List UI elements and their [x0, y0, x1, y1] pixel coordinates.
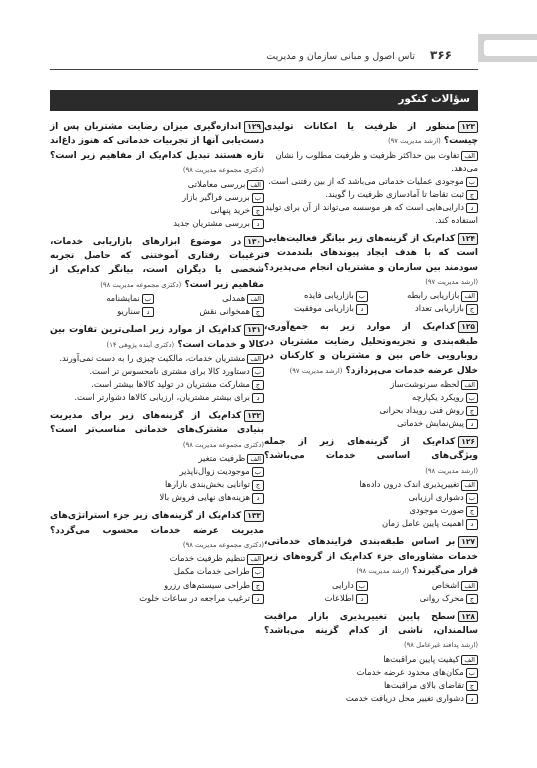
answer-option[interactable] — [50, 365, 264, 378]
answer-option[interactable] — [264, 378, 478, 391]
option-letter: الف — [461, 380, 478, 390]
question-number: ۱۲۷ — [458, 536, 478, 548]
option-letter: ب — [252, 467, 264, 477]
answer-options — [50, 352, 264, 404]
answer-option[interactable] — [264, 417, 478, 430]
option-letter: د — [252, 493, 264, 503]
question-item — [50, 120, 264, 230]
header-rule — [50, 69, 478, 70]
option-text: طراحی سیستم‌های رزرو — [164, 579, 250, 590]
question-number: ۱۲۸ — [458, 611, 478, 623]
question-body: سطح پایین تغییرپذیری بازار مراقبت سالمندان، ناشی از کدام گزینه می‌باشد؟ — [264, 611, 478, 636]
question-body: منظور از ظرفیت یا امکانات تولیدی چیست؟ — [264, 122, 478, 147]
question-number: ۱۳۲ — [244, 410, 264, 422]
option-letter: ج — [466, 304, 478, 314]
option-letter: ب — [466, 493, 478, 503]
option-text: مکان‌های محدود عرضه خدمات — [356, 666, 464, 677]
answer-option[interactable] — [50, 178, 264, 191]
option-letter: ج — [252, 581, 264, 591]
question-source: (ارشد مدیریت ۹۷) — [425, 278, 478, 287]
option-letter: الف — [461, 480, 478, 490]
option-letter: ج — [466, 190, 478, 200]
question-body: کدام‌یک از موارد زیر به جمع‌آوری، طبقه‌بندی و تجزیه‌وتحلیل رضایت مشتریان در روبارویی خاص بین و مشتریان و کارکنان در خلال عرضه خدمات می‌پردازد؟ — [264, 322, 478, 376]
question-item — [264, 435, 478, 530]
option-letter: ج — [252, 380, 264, 390]
option-letter: الف — [461, 151, 478, 161]
option-text: تغییرپذیری اندک درون داده‌ها — [359, 479, 460, 490]
option-letter: الف — [461, 581, 478, 591]
option-text: همخوانی نقش — [199, 306, 250, 317]
question-item — [264, 120, 478, 227]
question-text — [264, 435, 478, 478]
question-body: در موضوع ابزارهای بازاریابی خدمات، ترغیبات رفتاری آموختنی که حاصل تجربه شخصی یا دیگران است، بیانگر کدام‌یک از مفاهیم زیر است؟ — [50, 236, 264, 290]
option-letter: د — [142, 307, 154, 317]
answer-options — [50, 178, 264, 230]
answer-option[interactable] — [50, 305, 154, 318]
option-letter: ج — [252, 206, 264, 216]
answer-option[interactable] — [264, 579, 368, 592]
option-text: تفاوت بین حداکثر ظرفیت و ظرفیت مطلوب را نشان می‌دهد. — [275, 149, 478, 173]
option-letter: د — [356, 304, 368, 314]
option-text: توانایی بخش‌بندی بازارها — [165, 479, 250, 490]
option-text: ظرفیت متغیر — [198, 453, 246, 464]
option-text: دستاورد کالا برای مشتری نامحسوس تر است. — [89, 366, 250, 377]
option-letter: الف — [247, 454, 264, 464]
option-letter: د — [466, 419, 478, 429]
running-title: تاس اصول و مبانی سازمان و مدیریت — [266, 51, 415, 62]
answer-options — [264, 149, 478, 227]
section-title: سؤالات کنکور — [398, 93, 470, 105]
option-letter: ج — [252, 307, 264, 317]
question-number: ۱۳۳ — [244, 510, 264, 522]
answer-option[interactable] — [264, 289, 368, 302]
question-text — [264, 320, 478, 378]
question-source: (ارشد مدیریت ۹۸) — [425, 466, 478, 475]
option-text: همدلی — [222, 293, 246, 304]
question-number: ۱۲۹ — [244, 121, 264, 133]
question-body: اندازه‌گیری میزان رضایت مشتریان پس از دست‌یابی آنها از تجربیات خدماتی که هنوز داغ‌اند تازه هستند تبدیل کدام‌یک از مفاهیم زیر است؟ — [50, 122, 264, 161]
question-item — [50, 509, 264, 604]
option-text: بررسی فراگیر بازار — [182, 191, 250, 202]
option-text: ترغیب مراجعه در ساعات خلوت — [139, 592, 250, 603]
option-text: بازاریابی موفقیت — [294, 303, 354, 314]
answer-option[interactable] — [264, 404, 478, 417]
answer-option[interactable] — [264, 302, 368, 315]
option-text: موجودیت زوال‌ناپذیر — [179, 466, 250, 477]
option-letter: الف — [461, 655, 478, 665]
option-letter: الف — [247, 554, 264, 564]
answer-option[interactable] — [374, 579, 478, 592]
page-header — [0, 0, 537, 80]
option-text: بازاریابی رابطه — [407, 290, 460, 301]
question-text — [50, 235, 264, 293]
answer-option[interactable] — [50, 391, 264, 404]
option-letter: د — [466, 203, 478, 213]
question-item — [264, 610, 478, 705]
answer-options — [264, 378, 478, 430]
answer-option[interactable] — [264, 653, 478, 666]
option-text: سناریو — [117, 306, 140, 317]
option-text: اطلاعات — [324, 592, 354, 603]
option-letter: ب — [356, 291, 368, 301]
option-text: پیش‌نمایش خدماتی — [397, 418, 464, 429]
option-letter: د — [356, 594, 368, 604]
option-letter: الف — [247, 294, 264, 304]
page-tab-notch — [484, 40, 537, 56]
question-source: (دکتری مجموعه مدیریت ۹۸) — [182, 440, 264, 449]
answer-option[interactable] — [50, 191, 264, 204]
answer-options — [264, 579, 478, 605]
answer-option[interactable] — [160, 292, 264, 305]
question-text — [50, 323, 264, 352]
question-item — [264, 232, 478, 316]
answer-option[interactable] — [50, 579, 264, 592]
option-text: برای بیشتر مشتریان، ارزیابی کالاها دشوارتر است. — [74, 392, 250, 403]
answer-option[interactable] — [264, 517, 478, 530]
option-letter: ب — [252, 367, 264, 377]
option-text: طراحی خدمات مکمل — [173, 566, 250, 577]
option-text: لحظه سرنوشت‌ساز — [390, 379, 460, 390]
option-letter: ب — [466, 393, 478, 403]
page-number: ۳۶۶ — [430, 48, 452, 62]
question-text — [264, 535, 478, 578]
option-text: صورت موجودی — [409, 505, 464, 516]
option-text: کیفیت پایین مراقبت‌ها — [383, 653, 460, 664]
answer-options — [50, 452, 264, 504]
question-item — [50, 323, 264, 404]
question-item — [264, 535, 478, 604]
question-number: ۱۲۳ — [458, 121, 478, 133]
option-text: دارایی‌هایی است که هر موسسه می‌تواند از آن برای تولید استفاده کند. — [265, 201, 478, 225]
option-letter: الف — [461, 291, 478, 301]
question-text — [50, 120, 264, 178]
option-text: محرک روانی — [419, 592, 464, 603]
answer-options — [50, 552, 264, 604]
option-letter: الف — [247, 354, 264, 364]
option-text: موجودی عملیات خدماتی می‌باشد که از بین رفتنی است. — [268, 175, 464, 186]
answer-options — [264, 289, 478, 315]
option-text: مشارکت مشتریان در تولید کالاها بیشتر است. — [91, 379, 250, 390]
question-number: ۱۲۶ — [458, 436, 478, 448]
left-column — [50, 120, 264, 610]
question-text — [264, 610, 478, 653]
answer-option[interactable] — [50, 217, 264, 230]
answer-option[interactable] — [50, 378, 264, 391]
question-source: (دکتری آینده پژوهی ۱۴) — [106, 340, 175, 349]
question-text — [50, 409, 264, 452]
option-text: دشواری ارزیابی — [408, 492, 464, 503]
option-letter: ب — [356, 581, 368, 591]
answer-option[interactable] — [374, 289, 478, 302]
answer-option[interactable] — [264, 188, 478, 201]
option-text: بازاریابی فایده — [303, 290, 354, 301]
option-text: دارایی — [332, 579, 354, 590]
answer-option[interactable] — [160, 305, 264, 318]
option-text: اشخاص — [431, 579, 460, 590]
answer-option[interactable] — [50, 478, 264, 491]
question-body: کدام‌یک از گزینه‌های زیر جزء استراتژی‌های مدیریت عرضه خدمات محسوب می‌گردد؟ — [50, 511, 264, 536]
option-letter: د — [252, 594, 264, 604]
question-number: ۱۲۴ — [458, 233, 478, 245]
answer-option[interactable] — [50, 552, 264, 565]
option-letter: ب — [252, 193, 264, 203]
answer-option[interactable] — [264, 692, 478, 705]
answer-option[interactable] — [264, 391, 478, 404]
question-body: کدام‌یک از گزینه‌های زیر از جمله ویژگی‌های اساسی خدمات می‌باشد؟ — [264, 437, 478, 462]
answer-option[interactable] — [264, 679, 478, 692]
answer-option[interactable] — [264, 491, 478, 504]
question-number: ۱۳۱ — [244, 324, 264, 336]
answer-option[interactable] — [374, 592, 478, 605]
option-text: مشتریان خدمات، مالکیت چیزی را به دست نمی‌آورند. — [59, 353, 246, 363]
option-letter: ب — [466, 177, 478, 187]
question-text — [50, 509, 264, 552]
answer-option[interactable] — [50, 491, 264, 504]
option-letter: ج — [466, 594, 478, 604]
question-body: کدام‌یک از موارد زیر اصلی‌ترین تفاوت بین کالا و خدمات است؟ — [50, 325, 264, 350]
option-letter: د — [252, 393, 264, 403]
option-letter: الف — [247, 180, 264, 190]
answer-option[interactable] — [264, 201, 478, 227]
question-source: (ارشد مدیریت ۹۸) — [356, 567, 409, 576]
answer-option[interactable] — [50, 452, 264, 465]
question-number: ۱۲۵ — [458, 321, 478, 333]
option-letter: ب — [142, 294, 154, 304]
answer-options — [264, 653, 478, 705]
answer-option[interactable] — [374, 302, 478, 315]
option-text: بازاریابی تعداد — [415, 303, 464, 314]
option-letter: ب — [252, 567, 264, 577]
answer-option[interactable] — [50, 592, 264, 605]
question-source: (دکتری مجموعه مدیریت ۹۸) — [100, 280, 182, 289]
question-number: ۱۳۰ — [244, 236, 264, 248]
answer-option[interactable] — [264, 592, 368, 605]
option-text: نمایشنامه — [106, 293, 140, 304]
option-letter: ج — [466, 681, 478, 691]
option-letter: ج — [252, 480, 264, 490]
question-source: (دکتری مجموعه مدیریت ۹۸) — [182, 541, 264, 550]
option-text: ثبت تقاضا تا آمادسازی ظرفیت را گویند. — [325, 188, 464, 199]
answer-options — [264, 478, 478, 530]
question-source: (ارشد پدافند غیرعامل ۹۸) — [403, 641, 478, 650]
answer-option[interactable] — [50, 565, 264, 578]
answer-option[interactable] — [50, 292, 154, 305]
option-text: هزینه‌های نهایی فروش بالا — [159, 492, 250, 503]
option-letter: د — [466, 694, 478, 704]
answer-option[interactable] — [264, 149, 478, 175]
option-letter: ب — [466, 668, 478, 678]
answer-option[interactable] — [264, 478, 478, 491]
option-text: دشواری تغییر محل دریافت خدمت — [345, 692, 464, 703]
question-item — [50, 235, 264, 319]
option-text: رویکرد یکپارچه — [411, 392, 464, 403]
right-column — [264, 120, 478, 710]
answer-option[interactable] — [264, 666, 478, 679]
answer-option[interactable] — [264, 504, 478, 517]
answer-option[interactable] — [50, 465, 264, 478]
option-text: بررسی مشتریان جدید — [173, 217, 250, 228]
question-text — [264, 120, 478, 149]
question-item — [50, 409, 264, 504]
option-text: تنظیم ظرفیت خدمات — [169, 553, 246, 564]
question-body: کدام‌یک از گزینه‌های زیر بیانگر فعالیت‌هایی است که با هدف ایجاد پیوندهای بلندمدت و سودمند بین سازمان و مشتریان انجام می‌پذیرد؟ — [264, 233, 478, 273]
option-text: خرید پنهانی — [210, 204, 250, 215]
option-letter: د — [252, 219, 264, 229]
option-letter: ج — [466, 406, 478, 416]
option-letter: د — [466, 519, 478, 529]
option-text: بررسی معاملاتی — [187, 178, 246, 189]
option-text: اهمیت پایین عامل زمان — [381, 518, 464, 529]
answer-option[interactable] — [50, 204, 264, 217]
question-source: (ارشد مدیریت ۹۷) — [387, 137, 441, 146]
answer-option[interactable] — [264, 175, 478, 188]
answer-option[interactable] — [50, 352, 264, 365]
question-item — [264, 320, 478, 430]
option-text: تقاضای بالای مراقبت‌ها — [383, 679, 464, 690]
question-source: (ارشد مدیریت ۹۷) — [289, 366, 343, 375]
question-body: بر اساس طبقه‌بندی فرایندهای خدماتی، خدمات مشاوره‌ای جزء کدام‌یک از گروه‌های زیر قرار می‌گیرند؟ — [264, 537, 478, 577]
question-text — [264, 232, 478, 290]
question-source: (دکتری مجموعه مدیریت ۹۸) — [182, 166, 264, 175]
option-text: روش فنی رویداد بحرانی — [379, 405, 464, 416]
question-body: کدام‌یک از گزینه‌های زیر برای مدیریت بنیادی مشترک‌های خدماتی مناسب‌تر است؟ — [50, 411, 264, 436]
answer-options — [50, 292, 264, 318]
option-letter: ج — [466, 506, 478, 516]
